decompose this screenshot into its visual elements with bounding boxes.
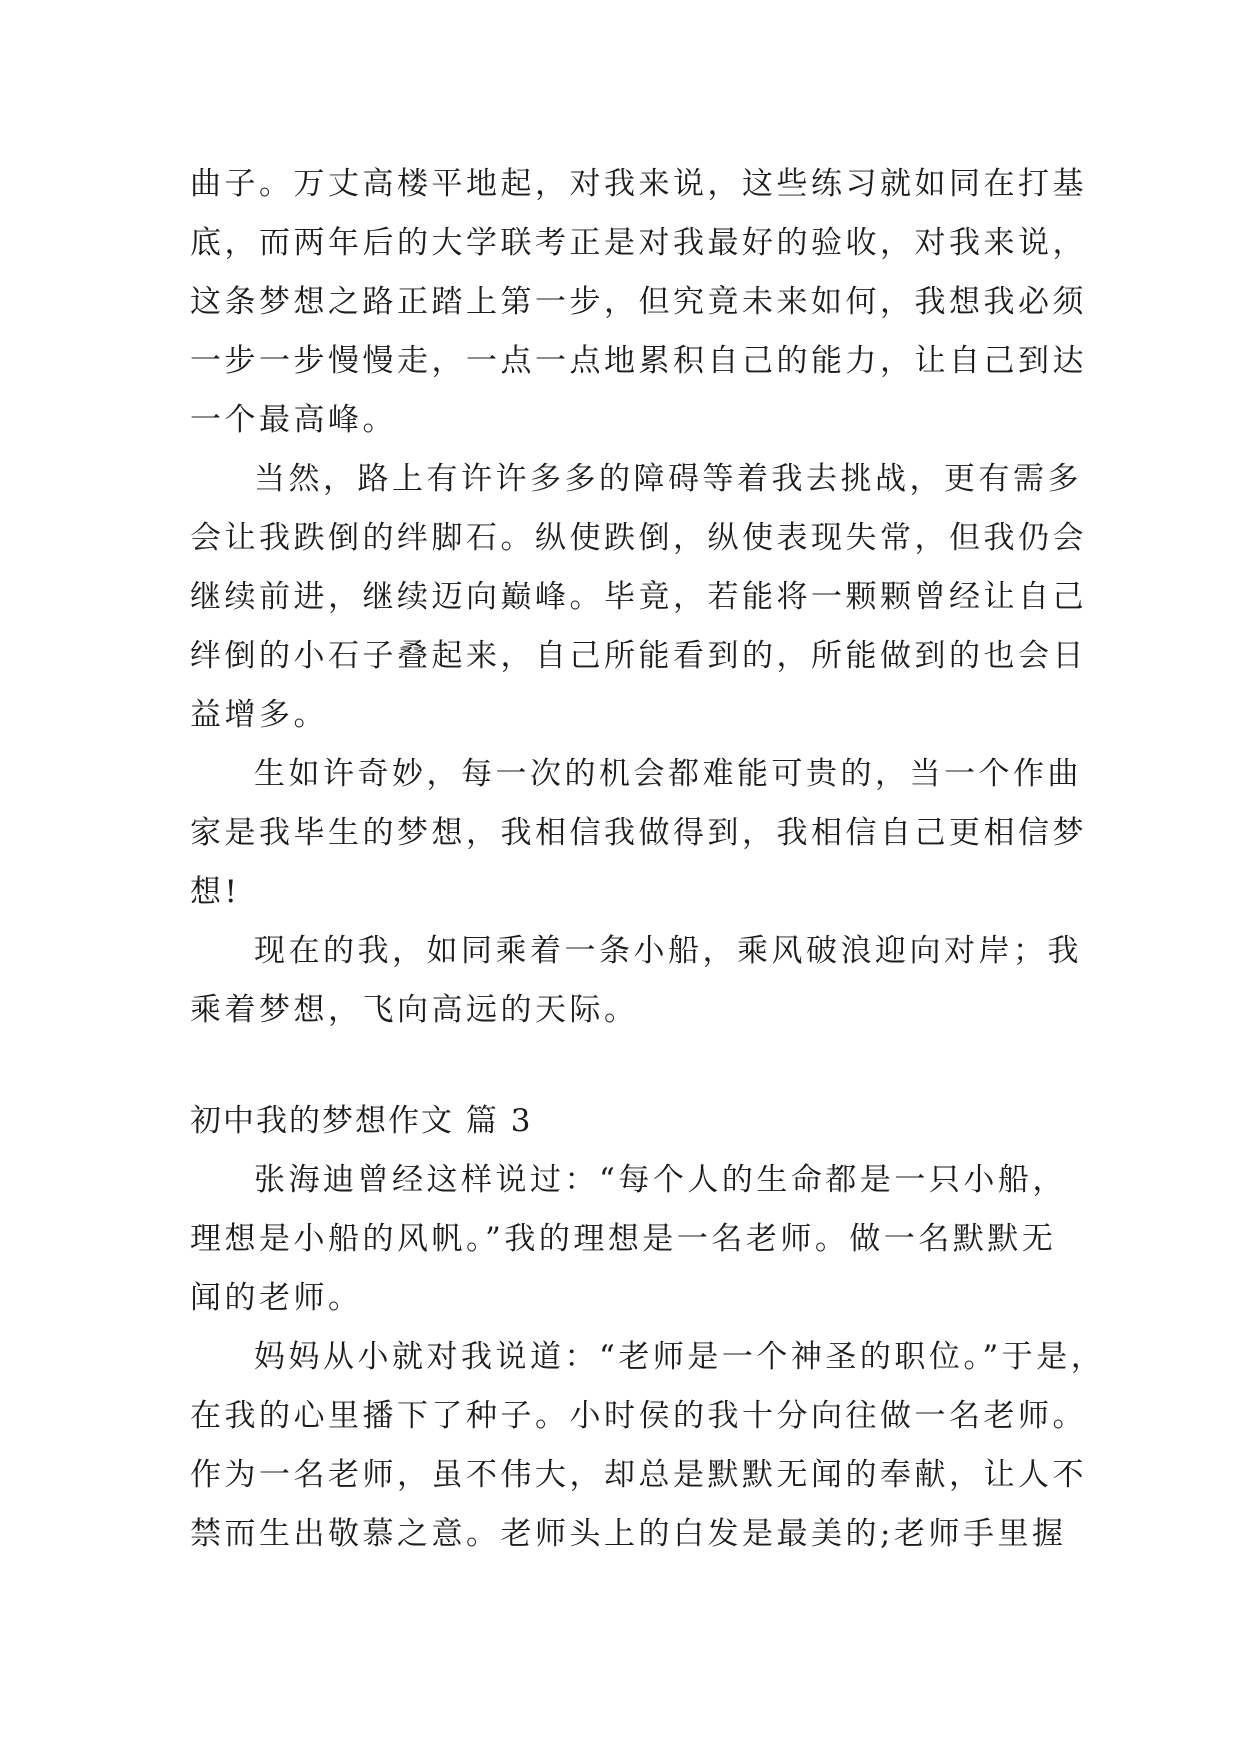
text-line: 乘着梦想，飞向高远的天际。 bbox=[190, 992, 639, 1028]
text-line: 绊倒的小石子叠起来，自己所能看到的，所能做到的也会日 bbox=[190, 638, 1087, 674]
section-heading: 初中我的梦想作文 篇 3 bbox=[190, 1103, 533, 1139]
paragraph bbox=[190, 922, 1090, 1040]
text-line: 益增多。 bbox=[190, 697, 328, 733]
paragraph bbox=[190, 1151, 1090, 1328]
text-line: 妈妈从小就对我说道：“老师是一个神圣的职位。”于是， bbox=[254, 1339, 1106, 1375]
text-line: 一个最高峰。 bbox=[190, 402, 397, 438]
paragraph bbox=[190, 155, 1090, 450]
text-line: 禁而生出敬慕之意。老师头上的白发是最美的;老师手里握 bbox=[190, 1516, 1067, 1552]
text-line: 想! bbox=[190, 874, 241, 910]
text-line: 在我的心里播下了种子。小时侯的我十分向往做一名老师。 bbox=[190, 1398, 1087, 1434]
paragraph bbox=[190, 450, 1090, 745]
text-line: 理想是小船的风帆。”我的理想是一名老师。做一名默默无 bbox=[190, 1221, 1057, 1257]
text-line: 会让我跌倒的绊脚石。纵使跌倒，纵使表现失常，但我仍会 bbox=[190, 520, 1087, 556]
text-line: 底，而两年后的大学联考正是对我最好的验收，对我来说， bbox=[190, 225, 1087, 261]
paragraph bbox=[190, 1328, 1106, 1564]
text-line: 一步一步慢慢走，一点一点地累积自己的能力，让自己到达 bbox=[190, 343, 1087, 379]
text-line: 曲子。万丈高楼平地起，对我来说，这些练习就如同在打基 bbox=[190, 166, 1087, 202]
text-line: 现在的我，如同乘着一条小船，乘风破浪迎向对岸；我 bbox=[254, 933, 1082, 969]
text-line: 当然，路上有许许多多的障碍等着我去挑战，更有需多 bbox=[254, 461, 1082, 497]
document-body bbox=[190, 155, 1106, 1564]
text-line: 家是我毕生的梦想，我相信我做得到，我相信自己更相信梦 bbox=[190, 815, 1087, 851]
text-line: 张海迪曾经这样说过：“每个人的生命都是一只小船， bbox=[254, 1162, 1067, 1198]
text-line: 闻的老师。 bbox=[190, 1280, 363, 1316]
text-line: 继续前进，继续迈向巅峰。毕竟，若能将一颗颗曾经让自己 bbox=[190, 579, 1087, 615]
text-line: 这条梦想之路正踏上第一步，但究竟未来如何，我想我必须 bbox=[190, 284, 1087, 320]
text-line: 作为一名老师，虽不伟大，却总是默默无闻的奉献，让人不 bbox=[190, 1457, 1087, 1493]
text-line: 生如许奇妙，每一次的机会都难能可贵的，当一个作曲 bbox=[254, 756, 1082, 792]
paragraph bbox=[190, 745, 1090, 922]
